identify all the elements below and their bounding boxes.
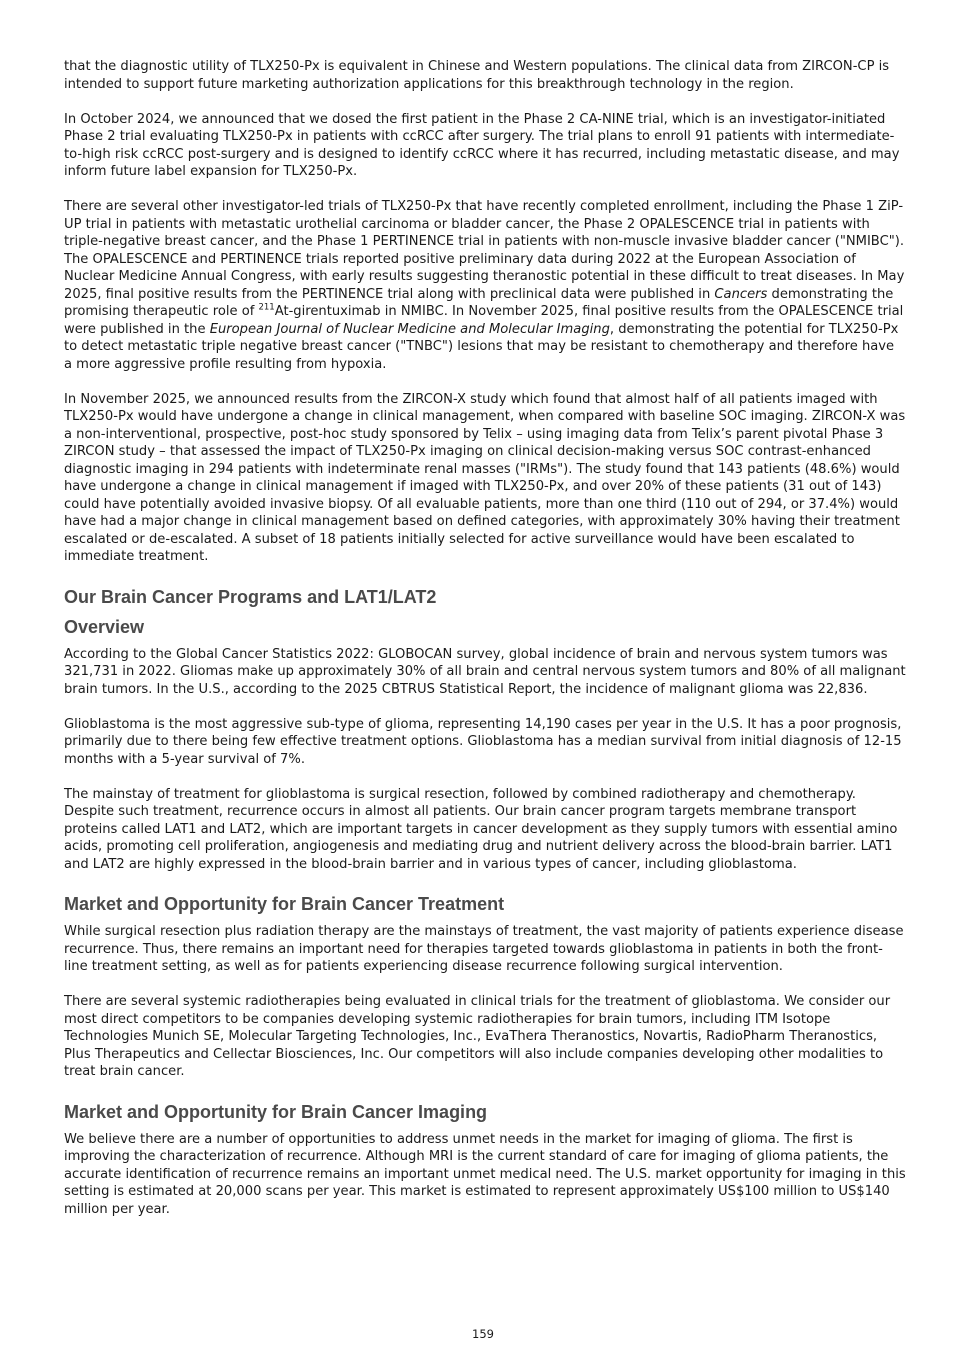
section-heading-brain-cancer: Our Brain Cancer Programs and LAT1/LAT2 — [64, 586, 437, 607]
paragraph-competitors: There are several systemic radiotherapies being evaluated in clinical trials for the treatment of glioblastoma. We consider our most direct competitors to be companies developing systemic radiotherapies for brain tumors, including ITM Isotope Technologies Munich SE, Molecular Targeting Technologies, Inc., EvaThera Theranostics, Novartis, RadioPharm Theranostics, Plus Therapeutics and Cellectar Biosciences, Inc. Our competitors will also include companies developing other modalities to treat brain cancer. — [64, 994, 891, 1079]
page-number: 159 — [472, 1327, 494, 1341]
journal-cancers: Cancers — [714, 286, 768, 302]
paragraph-zircon-x: In November 2025, we announced results from the ZIRCON-X study which found that almost half of all patients imaged with TLX250-Px would have undergone a change in clinical management, when compared with baseline SOC imaging. ZIRCON-X was a non-interventional, prospective, post-hoc study sponsored by Telix – using imaging data from Telix’s parent pivotal Phase 3 ZIRCON study – that assessed the impact of TLX250-Px imaging on clinical decision-making versus SOC contrast-enhanced diagnostic imaging in 294 patients with indeterminate renal masses ("IRMs"). The study found that 143 patients (48.6%) would have undergone a change in clinical management if imaged with TLX250-Px, and over 20% of these patients (31 out of 143) could have potentially avoided invasive biopsy. Of all evaluable patients, more than one third (110 out of 294, or 37.4%) would have had a major change in clinical management based on defined categories, with approximately 30% having their treatment escalated or de-escalated. A subset of 18 patients initially selected for active surveillance would have been escalated to immediate treatment. — [64, 391, 906, 564]
subheading-overview: Overview — [64, 616, 145, 637]
paragraph-lat1-lat2: The mainstay of treatment for glioblastoma is surgical resection, followed by combined radiotherapy and chemotherapy. Despite such treatment, recurrence occurs in almost all patients. Our brain cancer program targets membrane transport proteins called LAT1 and LAT2, which are important targets in cancer development as they supply tumors with essential amino acids, promoting cell proliferation, angiogenesis and mediating drug and nutrient delivery across the blood-brain barrier. LAT1 and LAT2 are highly expressed in the blood-brain barrier and in various types of cancer, including glioblastoma. — [64, 786, 898, 872]
text-run: There are several other investigator-led trials of TLX250-Px that have recently completed enrollment, including the Phase 1 ZiP-UP trial in patients with metastatic urothelial carcinoma or bladder cancer, the Phase 2 OPALESCENCE trial in patients with triple-negative breast cancer, and the Phase 1 PERTINENCE trial in patients with non-muscle invasive bladder cancer ("NMIBC"). The OPALESCENCE and PERTINENCE trials reported positive preliminary data during 2022 at the European Association of Nuclear Medicine Annual Congress, with early results suggesting theranostic potential in these difficult to treat diseases. In May 2025, final positive results from the PERTINENCE trial along with preclinical data were published in — [64, 199, 905, 302]
journal-ejnmmi: European Journal of Nuclear Medicine and Molecular Imaging — [209, 321, 610, 337]
paragraph-treatment-need: While surgical resection plus radiation therapy are the mainstays of treatment, the vast majority of patients experience disease recurrence. Thus, there remains an important need for therapies targeted towards glioblastoma in patients in both the front-line treatment setting, as well as for patients experiencing disease recurrence following surgical intervention. — [64, 924, 904, 974]
section-heading-treatment: Market and Opportunity for Brain Cancer Treatment — [64, 894, 505, 914]
paragraph-globocan: According to the Global Cancer Statistics 2022: GLOBOCAN survey, global incidence of brain and nervous system tumors was 321,731 in 2022. Gliomas make up approximately 30% of all brain and central nervous system tumors and 80% of all malignant brain tumors. In the U.S., according to the 2025 CBTRUS Statistical Report, the incidence of malignant glioma was 22,836. — [64, 646, 906, 697]
paragraph-glioblastoma: Glioblastoma is the most aggressive sub-type of glioma, representing 14,190 cases per year in the U.S. It has a poor prognosis, primarily due to there being few effective treatment options. Glioblastoma has a median survival from initial diagnosis of 12-15 months with a 5-year survival of 7%. — [64, 716, 902, 767]
paragraph-investigator-trials — [64, 198, 906, 373]
section-heading-imaging: Market and Opportunity for Brain Cancer Imaging — [64, 1101, 488, 1122]
document-page — [64, 58, 906, 1236]
paragraph-zircon-cp: that the diagnostic utility of TLX250-Px is equivalent in Chinese and Western populations. The clinical data from ZIRCON-CP is intended to support future marketing authorization applications for this breakthrough technology in the region. — [64, 59, 890, 92]
text-run: At-girentuximab in NMIBC. In November 2025, final positive results from the OPALESCENCE trial were published in the — [64, 304, 904, 337]
paragraph-imaging-opportunity: We believe there are a number of opportunities to address unmet needs in the market for imaging of glioma. The first is improving the characterization of recurrence. Although MRI is the current standard of care for imaging of glioma patients, the accurate identification of recurrence remains an important unmet medical need. The U.S. market opportunity for imaging in this setting is estimated at 20,000 scans per year. This market is estimated to represent approximately US$100 million to US$140 million per year. — [64, 1131, 906, 1217]
text-run: demonstrating the promising therapeutic role of — [64, 286, 894, 319]
paragraph-ca-nine: In October 2024, we announced that we dosed the first patient in the Phase 2 CA-NINE trial, which is an investigator-initiated Phase 2 trial evaluating TLX250-Px in patients with ccRCC after surgery. The trial plans to enroll 91 patients with intermediate-to-high risk ccRCC post-surgery and is designed to identify ccRCC where it has recurred, including metastatic disease, and may inform future label expansion for TLX250-Px. — [64, 111, 900, 179]
text-run: , demonstrating the potential for TLX250-Px to detect metastatic triple negative breast cancer ("TNBC") lesions that may be resistant to chemotherapy and therefore have a more aggressive profile resulting from hypoxia. — [64, 321, 899, 372]
isotope-superscript: 211 — [258, 302, 275, 313]
